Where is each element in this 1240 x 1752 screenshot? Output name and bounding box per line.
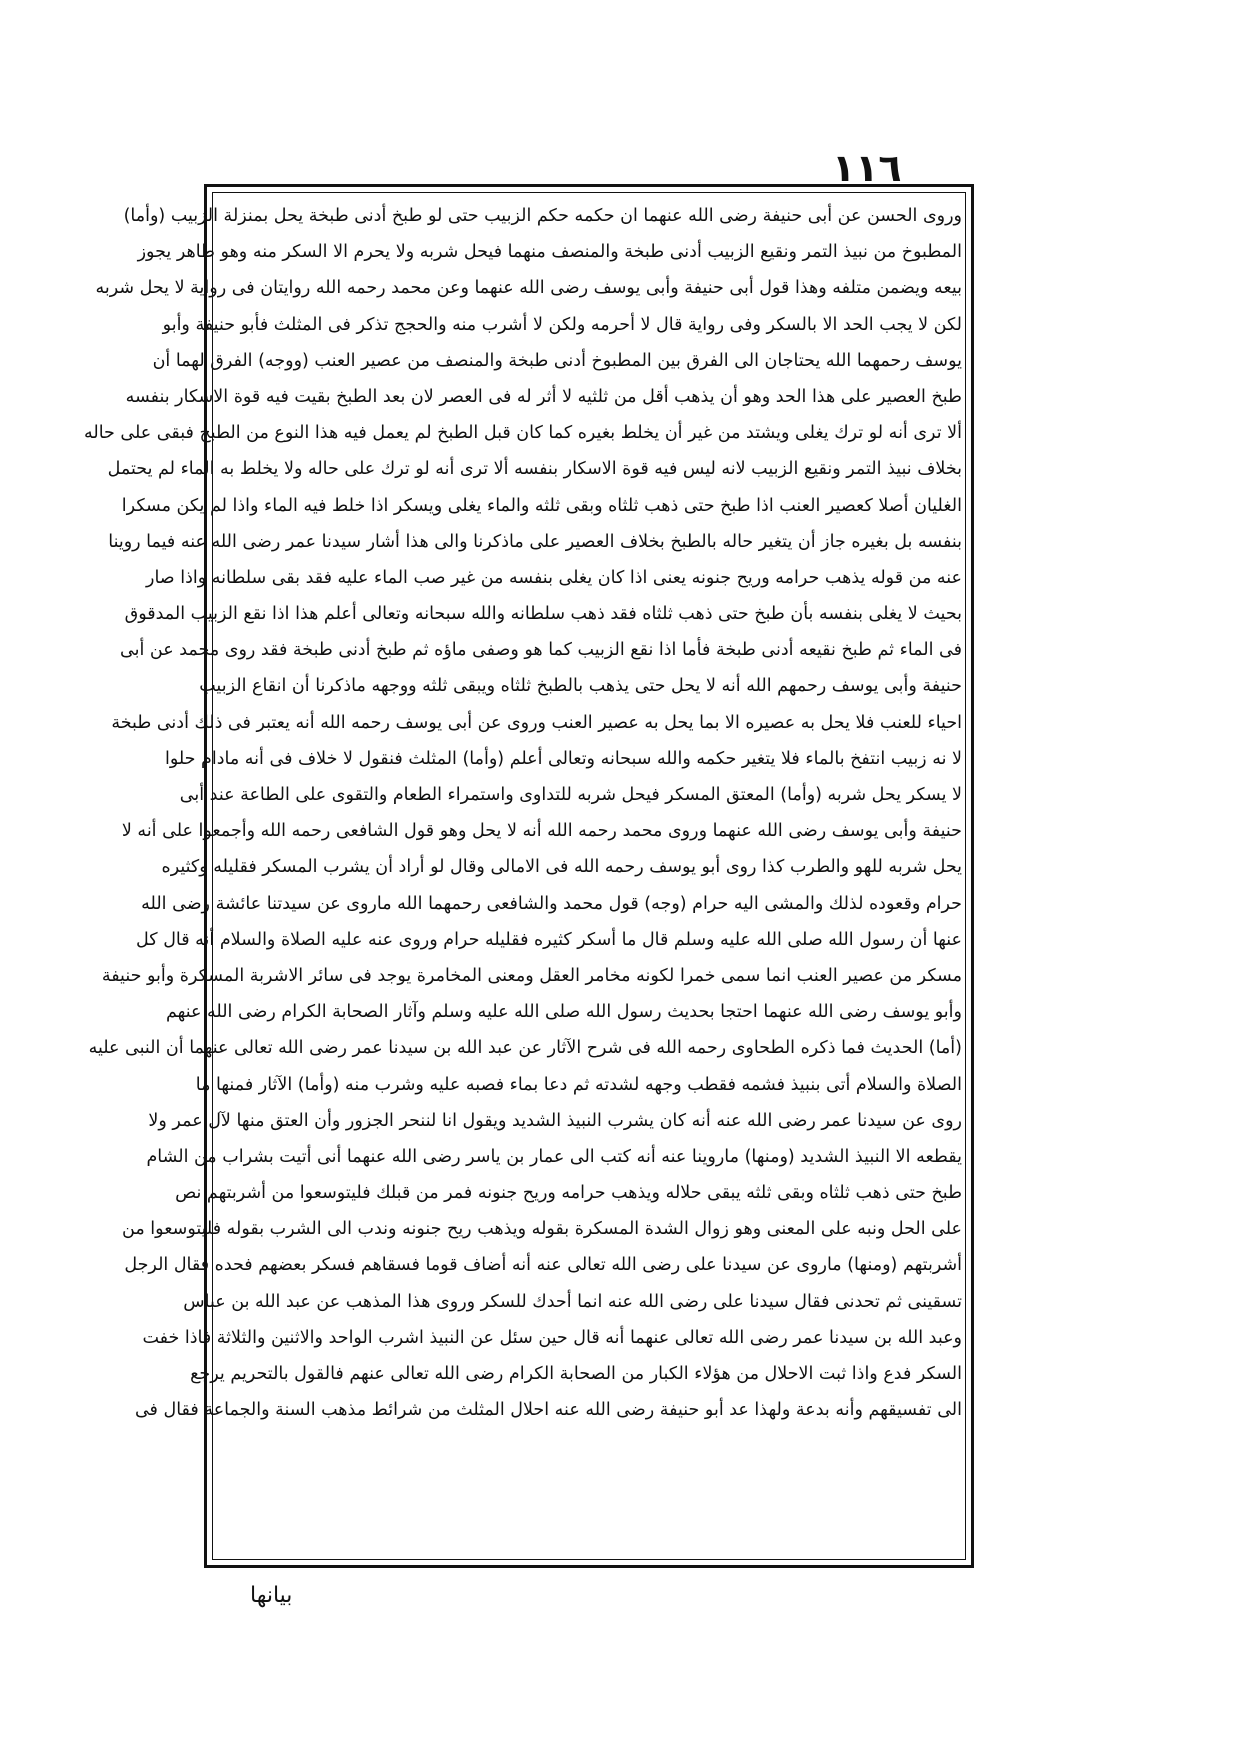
text-line: السكر فدع واذا ثبت الاحلال من هؤلاء الكبار من الصحابة الكرام رضى الله تعالى عنهم فالقول بالتحريم يرجع (190, 1364, 962, 1384)
text-line: على الحل ونبه على المعنى وهو زوال الشدة المسكرة بقوله ويذهب ريح جنونه وندب الى الشرب بقوله فليتوسعوا من (122, 1219, 962, 1240)
text-line: وروى الحسن عن أبى حنيفة رضى الله عنهما ان حكمه حكم الزبيب حتى لو طبخ أدنى طبخة يحل بمنزلة الزبيب (وأما) (123, 206, 962, 226)
text-line: بخلاف نبيذ التمر ونقيع الزبيب لانه ليس فيه قوة الاسكار بنفسه ألا ترى أنه لو ترك على حاله ولا يخلط به الماء لم يحتمل (107, 459, 962, 480)
text-line: يقطعه الا النبيذ الشديد (ومنها) ماروينا عنه أنه كتب الى عمار بن ياسر رضى الله عنهما أنى أتيت بشراب من الشام (146, 1146, 962, 1167)
text-line: بيعه ويضمن متلفه وهذا قول أبى حنيفة وأبى يوسف رضى الله عنهما وعن محمد رحمه الله روايتان فى رواية لا يحل شربه (95, 278, 962, 299)
body-text (84, 198, 962, 1538)
text-line: المطبوخ من نبيذ التمر ونقيع الزبيب أدنى طبخة والمنصف منهما فيحل شربه ولا يحرم الا السكر منه وهو طاهر يجوز (137, 242, 962, 263)
text-line: الصلاة والسلام أتى بنبيذ فشمه فقطب وجهه لشدته ثم دعا بماء فصبه عليه وشرب منه (وأما) الآثار فمنها ما (195, 1074, 962, 1095)
text-line: الى تفسيقهم وأنه بدعة ولهذا عد أبو حنيفة رضى الله عنه احلال المثلث من شرائط مذهب السنة والجماعة فقال فى (134, 1400, 962, 1421)
text-line: حرام وقعوده لذلك والمشى اليه حرام (وجه) قول محمد والشافعى رحمهما الله ماروى عن سيدتنا عائشة رضى الله (141, 893, 962, 914)
catchword: بيانها (250, 1583, 293, 1608)
text-line: (أما) الحديث فما ذكره الطحاوى رحمه الله فى شرح الآثار عن عبد الله بن سيدنا عمر رضى الله تعالى عنهما أن النبى عليه (88, 1038, 962, 1059)
text-line: طبخ حتى ذهب ثلثاه وبقى ثلثه يبقى حلاله ويذهب حرامه وريح جنونه فمر من قبلك فليتوسعوا من أشربتهم نص (175, 1183, 962, 1204)
text-line: وأبو يوسف رضى الله عنهما احتجا بحديث رسول الله صلى الله عليه وسلم وآثار الصحابة الكرام رضى الله عنهم (166, 1002, 962, 1023)
text-line: عنه من قوله يذهب حرامه وريح جنونه يعنى اذا كان يغلى بنفسه من غير صب الماء عليه فقد بقى سلطانه واذا صار (146, 567, 962, 588)
text-line: احياء للعنب فلا يحل به عصيره الا بما يحل به عصير العنب وروى عن أبى يوسف رحمه الله أنه يعتبر فى ذلك أدنى طبخة (111, 712, 962, 733)
text-line: فى الماء ثم طبخ نقيعه أدنى طبخة فأما اذا نقع الزبيب كما هو وصفى ماؤه ثم طبخ أدنى طبخة فقد روى محمد عن أبى (120, 640, 962, 661)
text-line: ألا ترى أنه لو ترك يغلى ويشتد من غير أن يخلط بغيره كما كان قبل الطبخ لم يعمل فيه هذا النوع من الطبخ فبقى على حاله (84, 423, 962, 444)
text-line: بحيث لا يغلى بنفسه بأن طبخ حتى ذهب ثلثاه فقد ذهب سلطانه والله سبحانه وتعالى أعلم هذا اذا نقع الزبيب المدقوق (124, 604, 962, 625)
text-line: أشربتهم (ومنها) ماروى عن سيدنا على رضى الله تعالى عنه أنه أضاف قوما فسقاهم فسكر بعضهم فحده فقال الرجل (124, 1255, 962, 1276)
text-line: طبخ العصير على هذا الحد وهو أن يذهب أقل من ثلثيه لا أثر له فى العصر لان بعد الطبخ بقيت فيه قوة الاسكار بنفسه (125, 386, 962, 407)
page-number: ١١٦ (832, 146, 902, 190)
text-line: بنفسه بل بغيره جاز أن يتغير حاله بالطبخ بخلاف العصير على ماذكرنا والى هذا أشار سيدنا عمر رضى الله عنه فيما روينا (108, 531, 962, 552)
text-line: الغليان أصلا كعصير العنب اذا طبخ حتى ذهب ثلثاه وبقى ثلثه والماء يغلى ويسكر اذا خلط فيه الماء واذا لم يكن مسكرا (121, 495, 962, 516)
text-line: حنيفة وأبى يوسف رضى الله عنهما وروى محمد رحمه الله أنه لا يحل وهو قول الشافعى رحمه الله وأجمعوا على أنه لا (121, 821, 962, 842)
text-line: تسقينى ثم تحدنى فقال سيدنا على رضى الله عنه انما أحدك للسكر وروى هذا المذهب عن عبد الله بن عباس (183, 1291, 962, 1312)
text-line: لكن لا يجب الحد الا بالسكر وفى رواية قال لا أحرمه ولكن لا أشرب منه والحجج تذكر فى المثلث فأبو حنيفة وأبو (162, 314, 962, 335)
text-line: لا نه زبيب انتفخ بالماء فلا يتغير حكمه والله سبحانه وتعالى أعلم (وأما) المثلث فنقول لا خلاف فى أنه مادام حلوا (164, 748, 962, 769)
text-line: حنيفة وأبى يوسف رحمهم الله أنه لا يحل حتى يذهب بالطبخ ثلثاه ويبقى ثلثه ووجهه ماذكرنا أن انقاع الزبيب (199, 676, 962, 697)
text-line: مسكر من عصير العنب انما سمى خمرا لكونه مخامر العقل ومعنى المخامرة يوجد فى سائر الاشربة المسكرة وأبو حنيفة (101, 965, 962, 986)
text-line: يوسف رحمهما الله يحتاجان الى الفرق بين المطبوخ أدنى طبخة والمنصف من عصير العنب (ووجه) الفرق لهما أن (152, 350, 962, 371)
text-line: عنها أن رسول الله صلى الله عليه وسلم قال ما أسكر كثيره فقليله حرام وروى عنه عليه الصلاة والسلام أنه قال كل (136, 929, 962, 950)
text-line: وعبد الله بن سيدنا عمر رضى الله تعالى عنهما أنه قال حين سئل عن النبيذ اشرب الواحد والاثنين والثلاثة فاذا خفت (142, 1327, 962, 1348)
text-line: لا يسكر يحل شربه (وأما) المعتق المسكر فيحل شربه للتداوى واستمراء الطعام والتقوى على الطاعة عند أبى (179, 785, 962, 805)
text-line: يحل شربه للهو والطرب كذا روى أبو يوسف رحمه الله فى الامالى وقال لو أراد أن يشرب المسكر فقليله وكثيره (161, 857, 962, 878)
text-line: روى عن سيدنا عمر رضى الله عنه أنه كان يشرب النبيذ الشديد ويقول انا لننحر الجزور وأن العتق منها لآل عمر ولا (148, 1110, 962, 1131)
